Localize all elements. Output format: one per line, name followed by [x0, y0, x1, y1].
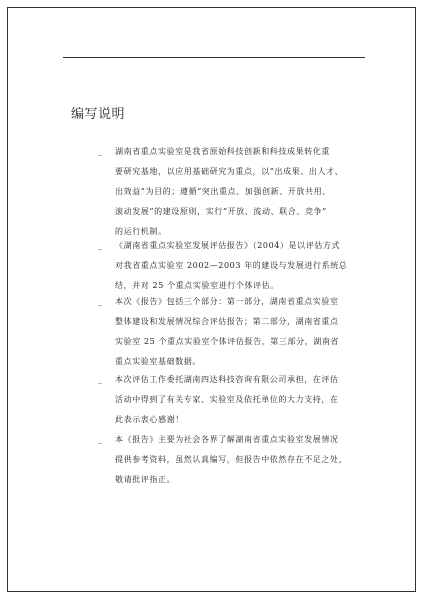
list-item-text: 本次评估工作委托湖南四达科技咨询有限公司承担，在评估 活动中得到了有关专家、实验室及依托单位的大力支持，在 此表示衷心感谢！ [115, 375, 339, 424]
list-item-text: 本《报告》主要为社会各界了解湖南省重点实验室发展情况 提供参考资料，虽然认真编写，但报告中依然存在不足之处， 敬请批评指正。 [115, 435, 348, 484]
bullet-marker: _ [98, 297, 102, 306]
list-item [98, 142, 368, 242]
list-item-text: 本次《报告》包括三个部分：第一部分，湖南省重点实验室 整体建设和发展情况综合评估报告；第二部分，湖南省重点 实验室 25 个重点实验室个体评估报告，第三部分，湖南省 重点实验室基础数据。 [115, 297, 340, 366]
list-item-text: 《湖南省重点实验室发展评估报告》（2004）是以评估方式 对我省重点实验室 2002—2003 年的建设与发展进行系统总 结，并对 25 个重点实验室进行个体评估。 [115, 241, 348, 290]
list-item [98, 292, 368, 372]
bullet-marker: _ [98, 241, 102, 250]
list-item [98, 370, 368, 430]
bullet-marker: _ [98, 147, 102, 156]
section-heading: 编写说明 [71, 107, 126, 122]
list-item [98, 236, 368, 296]
header-rule [63, 57, 365, 58]
bullet-marker: _ [98, 435, 102, 444]
list-item-text: 湖南省重点实验室是我省原始科技创新和科技成果转化重 要研究基地，以应用基础研究为重点，以“出成果、出人才、 出效益”为目的；遵循“突出重点、加强创新、开放共用、 滚动发展”的建设原则，实行“开放、流动、联合、竞争” 的运行机制。 [115, 147, 344, 236]
bullet-marker: _ [98, 375, 102, 384]
list-item [98, 430, 368, 490]
